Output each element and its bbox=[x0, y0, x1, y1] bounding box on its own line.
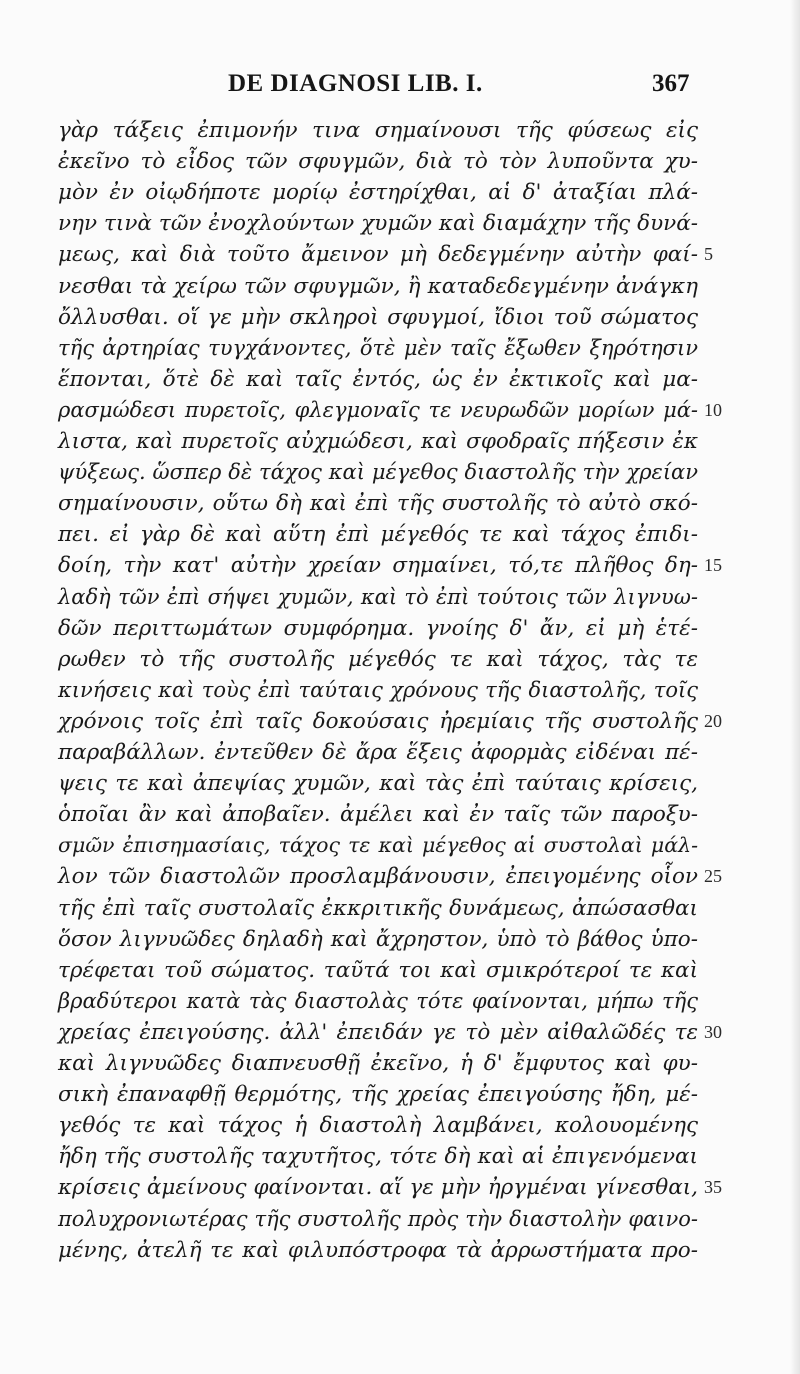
text-line: παραβάλλων. ἐντεῦθεν δὲ ἄρα ἕξεις ἀφορμὰς εἰδέναι πέ- bbox=[58, 740, 698, 765]
line-number: 5 bbox=[704, 244, 713, 265]
text-line: δοίη, τὴν κατ' αὐτὴν χρείαν σημαίνει, τό,τε πλῆθος δη- bbox=[58, 553, 698, 579]
text-line: ἐκεῖνο τὸ εἶδος τῶν σφυγμῶν, διὰ τὸ τὸν λυποῦντα χυ- bbox=[58, 149, 698, 175]
text-line: λιστα, καὶ πυρετοῖς αὐχμώδεσι, καὶ σφοδραῖς πήξεσιν ἐκ bbox=[58, 429, 698, 454]
text-line: χρόνοις τοῖς ἐπὶ ταῖς δοκούσαις ἠρεμίαις τῆς συστολῆς bbox=[58, 708, 698, 734]
text-line: πολυχρονιωτέρας τῆς συστολῆς πρὸς τὴν διαστολὴν φαινο- bbox=[58, 1206, 698, 1231]
page-edge-shadow bbox=[790, 0, 800, 1374]
text-line: κρίσεις ἀμείνους φαίνονται. αἵ γε μὴν ἠργμέναι γίνεσθαι, bbox=[58, 1175, 698, 1201]
page-header bbox=[0, 70, 800, 104]
page-number: 367 bbox=[652, 70, 690, 97]
text-line: ὄλλυσθαι. οἵ γε μὴν σκληροὶ σφυγμοί, ἴδιοι τοῦ σώματος bbox=[58, 304, 698, 330]
text-line: πει. εἰ γὰρ δὲ καὶ αὕτη ἐπὶ μέγεθός τε καὶ τάχος ἐπιδι- bbox=[58, 522, 698, 548]
text-line: καὶ λιγνυῶδες διαπνευσθῇ ἐκεῖνο, ἡ δ' ἔμφυτος καὶ φυ- bbox=[58, 1051, 698, 1076]
line-number: 35 bbox=[704, 1177, 722, 1198]
text-line: ἤδη τῆς συστολῆς ταχυτῆτος, τότε δὴ καὶ αἱ ἐπιγενόμεναι bbox=[58, 1144, 698, 1170]
text-line: τῆς ἐπὶ ταῖς συστολαῖς ἐκκριτικῆς δυνάμεως, ἀπώσασθαι bbox=[58, 895, 698, 921]
text-line: κινήσεις καὶ τοὺς ἐπὶ ταύταις χρόνους τῆς διαστολῆς, τοῖς bbox=[58, 677, 698, 702]
text-line: ψεις τε καὶ ἀπεψίας χυμῶν, καὶ τὰς ἐπὶ ταύταις κρίσεις, bbox=[58, 771, 698, 797]
text-line: μεως, καὶ διὰ τοῦτο ἄμεινον μὴ δεδεγμένην αὐτὴν φαί- bbox=[58, 242, 698, 268]
text-line: δῶν περιττωμάτων συμφόρημα. γνοίης δ' ἄν, εἰ μὴ ἑτέ- bbox=[58, 615, 698, 641]
text-line: μένης, ἀτελῆ τε καὶ φιλυπόστροφα τὰ ἀρρωστήματα προ- bbox=[58, 1237, 698, 1263]
text-line: τῆς ἀρτηρίας τυγχάνοντες, ὅτὲ μὲν ταῖς ἔξωθεν ξηρότησιν bbox=[58, 335, 698, 360]
text-line: ψύξεως. ὥσπερ δὲ τάχος καὶ μέγεθος διαστολῆς τὴν χρείαν bbox=[58, 460, 698, 485]
text-line: νεσθαι τὰ χείρω τῶν σφυγμῶν, ἢ καταδεδεγμένην ἀνάγκη bbox=[58, 273, 698, 299]
text-line: ὁποῖαι ἂν καὶ ἀποβαῖεν. ἀμέλει καὶ ἐν ταῖς τῶν παροξυ- bbox=[58, 802, 698, 828]
text-line: νην τινὰ τῶν ἐνοχλούντων χυμῶν καὶ διαμάχην τῆς δυνά- bbox=[58, 211, 698, 237]
text-line: ὅσον λιγνυῶδες δηλαδὴ καὶ ἄχρηστον, ὑπὸ τὸ βάθος ὑπο- bbox=[58, 926, 698, 952]
text-line: σημαίνουσιν, οὕτω δὴ καὶ ἐπὶ τῆς συστολῆς τὸ αὐτὸ σκό- bbox=[58, 491, 698, 517]
line-number: 15 bbox=[704, 555, 722, 576]
text-line: γὰρ τάξεις ἐπιμονήν τινα σημαίνουσι τῆς φύσεως εἰς bbox=[58, 118, 698, 143]
line-number: 20 bbox=[704, 710, 722, 731]
line-number: 25 bbox=[704, 866, 722, 887]
text-line: σμῶν ἐπισημασίαις, τάχος τε καὶ μέγεθος αἱ συστολαὶ μάλ- bbox=[58, 833, 698, 858]
text-line: γεθός τε καὶ τάχος ἡ διαστολὴ λαμβάνει, κολουομένης bbox=[58, 1113, 698, 1139]
text-line: μὸν ἐν οἰῳδήποτε μορίῳ ἐστηρίχθαι, αἱ δ' ἀταξίαι πλά- bbox=[58, 180, 698, 206]
text-line: σικὴ ἐπαναφθῇ θερμότης, τῆς χρείας ἐπειγούσης ἤδη, μέ- bbox=[58, 1082, 698, 1108]
line-number: 10 bbox=[704, 399, 722, 420]
text-line: λον τῶν διαστολῶν προσλαμβάνουσιν, ἐπειγομένης οἷον bbox=[58, 864, 698, 890]
text-line: βραδύτεροι κατὰ τὰς διαστολὰς τότε φαίνονται, μήπω τῆς bbox=[58, 988, 698, 1013]
text-line: ἕπονται, ὅτὲ δὲ καὶ ταῖς ἐντός, ὡς ἐν ἐκτικοῖς καὶ μα- bbox=[58, 366, 698, 392]
line-number: 30 bbox=[704, 1021, 722, 1042]
running-head: DE DIAGNOSI LIB. I. bbox=[228, 70, 483, 97]
text-line: λαδὴ τῶν ἐπὶ σήψει χυμῶν, καὶ τὸ ἐπὶ τούτοις τῶν λιγνυω- bbox=[58, 584, 698, 609]
text-line: ρασμώδεσι πυρετοῖς, φλεγμοναῖς τε νευρωδῶν μορίων μά- bbox=[58, 397, 698, 422]
text-line: ρωθεν τὸ τῆς συστολῆς μέγεθός τε καὶ τάχος, τὰς τε bbox=[58, 646, 698, 672]
text-line: τρέφεται τοῦ σώματος. ταῦτά τοι καὶ σμικρότεροί τε καὶ bbox=[58, 957, 698, 983]
text-line: χρείας ἐπειγούσης. ἀλλ' ἐπειδάν γε τὸ μὲν αἰθαλῶδές τε bbox=[58, 1019, 698, 1045]
